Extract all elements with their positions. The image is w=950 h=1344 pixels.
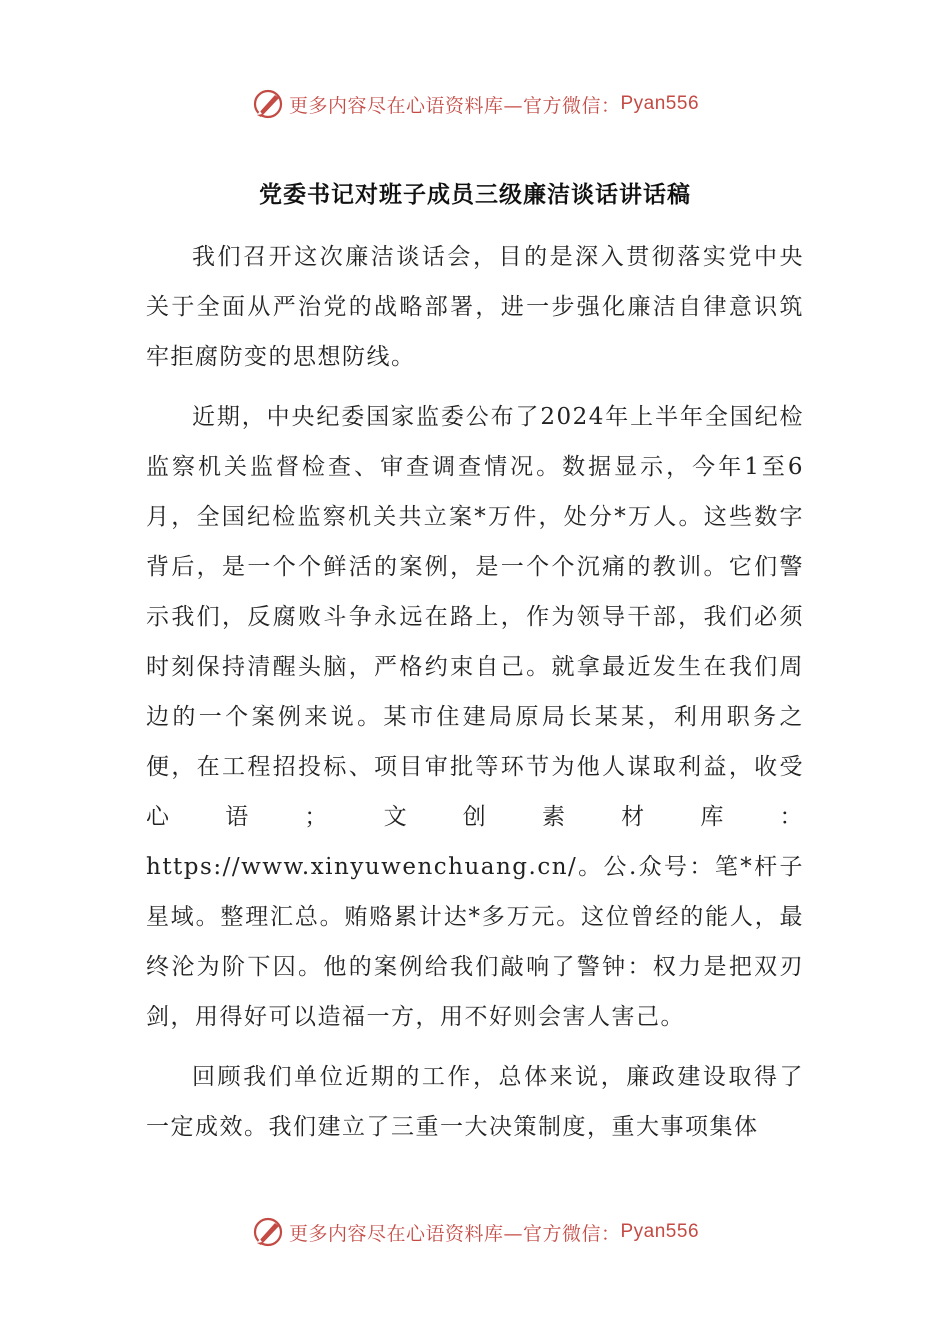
banner-text: 更多内容尽在心语资料库—官方微信： — [288, 94, 621, 117]
footer-banner — [0, 1212, 950, 1252]
banner-text: 更多内容尽在心语资料库—官方微信： — [288, 1222, 621, 1245]
paragraph: 回顾我们单位近期的工作，总体来说，廉政建设取得了一定成效。我们建立了三重一大决策制度，重大事项集体 — [146, 1064, 804, 1140]
pen-in-circle-icon — [251, 87, 285, 121]
document-body — [146, 232, 804, 1162]
document-title: 党委书记对班子成员三级廉洁谈话讲话稿 — [259, 181, 691, 208]
header-banner — [0, 84, 950, 124]
paragraph: 我们召开这次廉洁谈话会，目的是深入贯彻落实党中央关于全面从严治党的战略部署，进一步强化廉洁自律意识筑牢拒腐防变的思想防线。 — [146, 244, 804, 370]
banner-wechat-id: Pyan556 — [620, 93, 700, 114]
paragraph: 近期，中央纪委国家监委公布了2024年上半年全国纪检监察机关监督检查、审查调查情况。数据显示，今年1至6月，全国纪检监察机关共立案*万件，处分*万人。这些数字背后，是一个个鲜活的案例，是一个个沉痛的教训。它们警示我们，反腐败斗争永远在路上，作为领导干部，我们必须时刻保持清醒头脑，严格约束自己。就拿最近发生在我们周边的一个案例来说。某市住建局原局长某某，利用职务之便，在工程招投标、项目审批等环节为他人谋取利益，收受心语；文创素材库：https://www.xinyuwenchuang.cn/。公.众号：笔*杆子星域。整理汇总。贿赂累计达*多万元。这位曾经的能人，最终沦为阶下囚。他的案例给我们敲响了警钟：权力是把双刃剑，用得好可以造福一方，用不好则会害人害己。 — [146, 404, 804, 1030]
pen-in-circle-icon — [251, 1215, 285, 1249]
banner-wechat-id: Pyan556 — [620, 1221, 700, 1242]
